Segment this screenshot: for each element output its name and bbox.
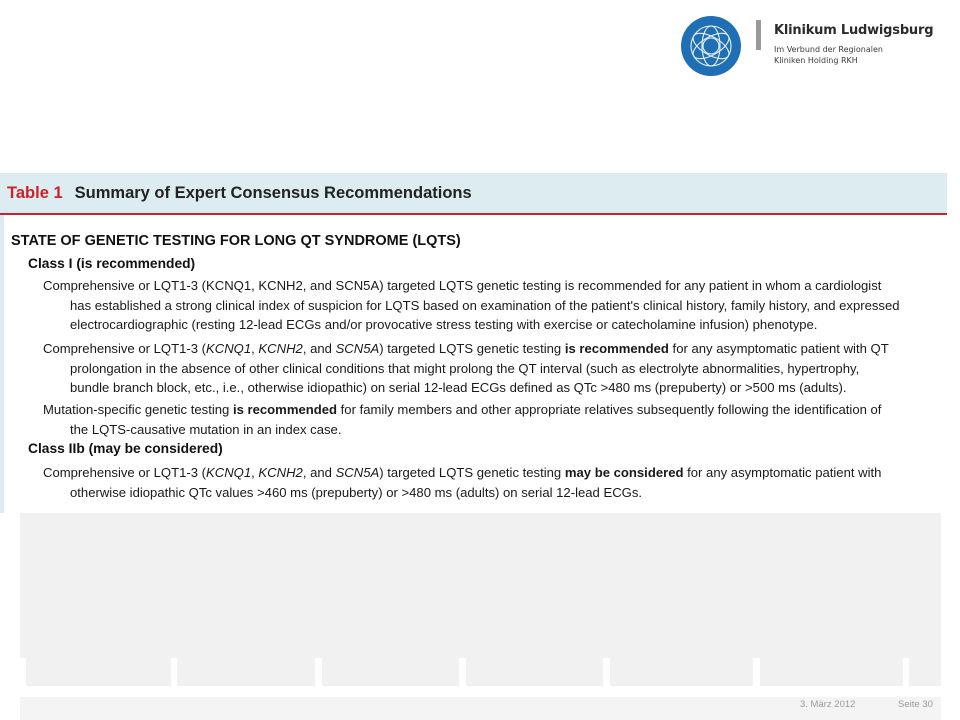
table-title: Summary of Expert Consensus Recommendations	[74, 183, 472, 202]
section-title: STATE OF GENETIC TESTING FOR LONG QT SYNDROME (LQTS)	[11, 233, 461, 249]
logo-name: Klinikum Ludwigsburg	[774, 22, 934, 38]
rec-line: Mutation-specific genetic testing is recommended for family members and other appropriate relatives subsequently following the identification of	[43, 402, 882, 417]
table-number: Table 1	[7, 183, 63, 202]
rec-line: electrocardiographic (resting 12-lead ECGs and/or provocative stress testing with exercise or catecholamine infusion) phenotype.	[70, 317, 818, 332]
rec-line: Comprehensive or LQT1-3 (KCNQ1, KCNH2, and SCN5A) targeted LQTS genetic testing may be considered for any asymptomatic patient with	[43, 465, 882, 480]
footer-cell	[322, 658, 459, 686]
rec-line: the LQTS-causative mutation in an index case.	[70, 421, 342, 437]
footer-cell	[466, 658, 603, 686]
hospital-logo	[680, 14, 936, 78]
footer-page-number: Seite 30	[898, 699, 933, 710]
hospital-emblem-icon	[680, 15, 742, 77]
footer-cell	[177, 658, 315, 686]
footer-cell	[26, 658, 171, 686]
table-body	[4, 215, 947, 513]
class-heading: Class I (is recommended)	[28, 256, 196, 271]
footer-date: 3. März 2012	[800, 699, 856, 710]
rec-line: prolongation in the absence of other clinical conditions that might prolong the QT interval (such as electrolyte abnormalities, hypertrophy,	[70, 360, 860, 376]
footer-cell	[760, 658, 903, 686]
footer-cell	[610, 658, 753, 686]
logo-divider	[756, 20, 761, 50]
rec-line: bundle branch block, etc., i.e., otherwise idiopathic) on serial 12-lead ECGs defined as QTc >480 ms (prepuberty) or >500 ms (adults).	[70, 380, 847, 395]
recommendation	[43, 400, 948, 439]
footer-cell	[909, 658, 941, 686]
table-header	[0, 173, 947, 215]
rec-line: otherwise idiopathic QTc values >460 ms (prepuberty) or >480 ms (adults) on serial 12-lead ECGs.	[70, 484, 643, 500]
rec-line: has established a strong clinical index of suspicion for LQTS based on examination of the patient's clinical history, family history, and expressed	[70, 297, 900, 313]
recommendation	[43, 276, 948, 335]
rec-line: Comprehensive or LQT1-3 (KCNQ1, KCNH2, and SCN5A) targeted LQTS genetic testing is recommended for any asymptomatic patient with QT	[43, 341, 889, 356]
consensus-table	[0, 173, 947, 513]
logo-subtitle-1: Im Verbund der Regionalen	[774, 44, 883, 54]
recommendation	[43, 463, 948, 502]
content-placeholder	[20, 513, 941, 658]
rec-line: Comprehensive or LQT1-3 (KCNQ1, KCNH2, and SCN5A) targeted LQTS genetic testing is recommended for any patient in whom a cardiologist	[43, 278, 882, 293]
logo-subtitle-2: Kliniken Holding RKH	[774, 55, 858, 65]
class-heading: Class IIb (may be considered)	[28, 441, 223, 456]
recommendation	[43, 339, 948, 398]
